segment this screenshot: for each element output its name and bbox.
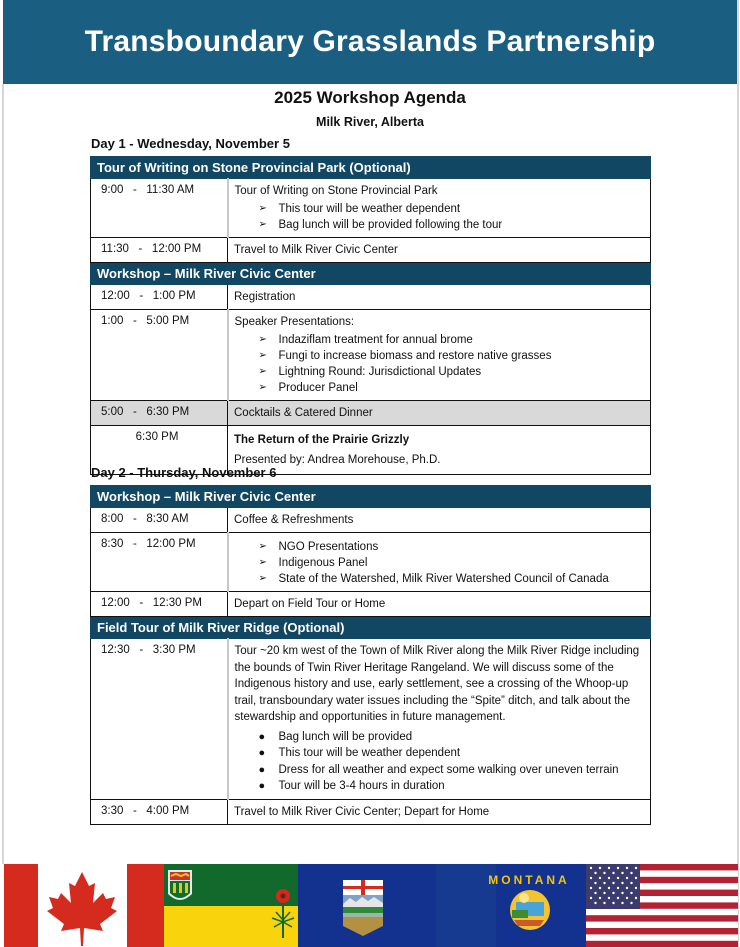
description-cell: Coffee & Refreshments (228, 508, 651, 533)
day2-heading: Day 2 - Thursday, November 6 (91, 465, 277, 480)
agenda-row (91, 238, 651, 263)
list-item: ➢ Bag lunch will be provided following the tour (258, 219, 503, 231)
section-title: Field Tour of Milk River Ridge (Optional) (91, 617, 651, 639)
bullet-list (259, 539, 645, 587)
description-cell (228, 533, 651, 592)
time-cell: 12:00 - 12:30 PM (91, 592, 228, 617)
description-cell: Registration (228, 285, 651, 310)
keynote-title: The Return of the Prairie Grizzly (234, 434, 410, 446)
location-subtitle: Milk River, Alberta (316, 115, 424, 129)
description-text: Tour of Writing on Stone Provincial Park (234, 185, 438, 197)
description-cell (228, 179, 651, 238)
time-cell: 3:30 - 4:00 PM (91, 799, 228, 824)
list-item: ➢ This tour will be weather dependent (258, 203, 461, 215)
description-cell: Cocktails & Catered Dinner (228, 401, 651, 426)
organization-title: Transboundary Grasslands Partnership (84, 25, 656, 58)
time-cell: 11:30 - 12:00 PM (91, 238, 228, 263)
agenda-row (91, 533, 651, 592)
time-cell: 6:30 PM (91, 426, 228, 475)
section-header (91, 486, 651, 508)
description-cell (228, 639, 651, 800)
arrow-bullet-icon: ➢ (258, 541, 267, 552)
list-item: ➢ Indigenous Panel (258, 557, 368, 569)
arrow-bullet-icon: ➢ (258, 366, 267, 377)
arrow-bullet-icon: ➢ (258, 350, 267, 361)
section-header (91, 617, 651, 639)
section-title: Tour of Writing on Stone Provincial Park (Optional) (91, 157, 651, 179)
time-cell: 8:00 - 8:30 AM (91, 508, 228, 533)
time-cell: 9:00 - 11:30 AM (91, 179, 228, 238)
page-border-left (2, 84, 4, 864)
section-title: Workshop – Milk River Civic Center (91, 263, 651, 285)
time-cell: 12:00 - 1:00 PM (91, 285, 228, 310)
bullet-list (259, 729, 645, 795)
montana-flag-icon (436, 864, 586, 947)
canada-flag-icon (4, 864, 164, 947)
page-border-right (737, 0, 739, 947)
dot-bullet-icon: ● (258, 747, 266, 759)
bullet-list (259, 332, 645, 396)
dot-bullet-icon: ● (258, 780, 266, 792)
dot-bullet-icon: ● (258, 763, 266, 776)
dot-bullet-icon: ● (258, 730, 266, 743)
description-text: Tour ~20 km west of the Town of Milk River along the Milk River Ridge including the bounds of Twin River Heritage Rangeland. We will discuss some of the Indigenous history and use, early settlement, see a crossing of the Whoop-up trail, transboundary water issues including the “Spite” ditch, and talk about the stewardship and opportunities in future management. (234, 645, 640, 723)
agenda-row-shaded (91, 401, 651, 426)
description-text: Speaker Presentations: (234, 316, 355, 328)
agenda-row (91, 310, 651, 401)
arrow-bullet-icon: ➢ (258, 573, 267, 584)
montana-label: MONTANA (488, 873, 570, 887)
agenda-row (91, 639, 651, 800)
list-item: ● Dress for all weather and expect some walking over uneven terrain (259, 762, 645, 779)
description-cell (228, 310, 651, 401)
time-cell: 12:30 - 3:30 PM (91, 639, 228, 800)
time-cell: 8:30 - 12:00 PM (91, 533, 228, 592)
agenda-row (91, 592, 651, 617)
arrow-bullet-icon: ➢ (258, 382, 267, 393)
arrow-bullet-icon: ➢ (258, 219, 267, 230)
usa-flag-icon (586, 864, 738, 947)
list-item: ➢ Producer Panel (258, 382, 358, 394)
bullet-list (259, 201, 645, 233)
section-header (91, 157, 651, 179)
title-banner (3, 0, 737, 84)
list-item: ➢ Fungi to increase biomass and restore native grasses (258, 350, 552, 362)
arrow-bullet-icon: ➢ (258, 557, 267, 568)
list-item: ● Tour will be 3-4 hours in duration (259, 778, 645, 795)
agenda-row (91, 285, 651, 310)
section-header (91, 263, 651, 285)
agenda-row (91, 179, 651, 238)
list-item: ● This tour will be weather dependent (259, 745, 645, 762)
list-item: ➢ NGO Presentations (258, 541, 379, 553)
list-item: ● Bag lunch will be provided (259, 729, 645, 746)
time-cell: 5:00 - 6:30 PM (91, 401, 228, 426)
agenda-title: 2025 Workshop Agenda (274, 88, 466, 107)
list-item: ➢ State of the Watershed, Milk River Watershed Council of Canada (258, 573, 609, 585)
day2-agenda-table (90, 485, 651, 825)
alberta-flag-icon (298, 864, 436, 947)
description-cell: Depart on Field Tour or Home (228, 592, 651, 617)
flags-strip (4, 864, 738, 947)
day1-heading: Day 1 - Wednesday, November 5 (91, 136, 290, 151)
presenter-text: Presented by: Andrea Morehouse, Ph.D. (234, 454, 441, 466)
agenda-row (91, 508, 651, 533)
description-cell (228, 426, 651, 475)
arrow-bullet-icon: ➢ (258, 203, 267, 214)
description-cell: Travel to Milk River Civic Center; Depart for Home (228, 799, 651, 824)
arrow-bullet-icon: ➢ (258, 334, 267, 345)
list-item: ➢ Indaziflam treatment for annual brome (258, 334, 473, 346)
list-item: ➢ Lightning Round: Jurisdictional Updates (258, 366, 482, 378)
section-title: Workshop – Milk River Civic Center (91, 486, 651, 508)
day1-agenda-table (90, 156, 651, 475)
agenda-row (91, 799, 651, 824)
time-cell: 1:00 - 5:00 PM (91, 310, 228, 401)
saskatchewan-flag-icon (164, 864, 298, 947)
description-cell: Travel to Milk River Civic Center (228, 238, 651, 263)
